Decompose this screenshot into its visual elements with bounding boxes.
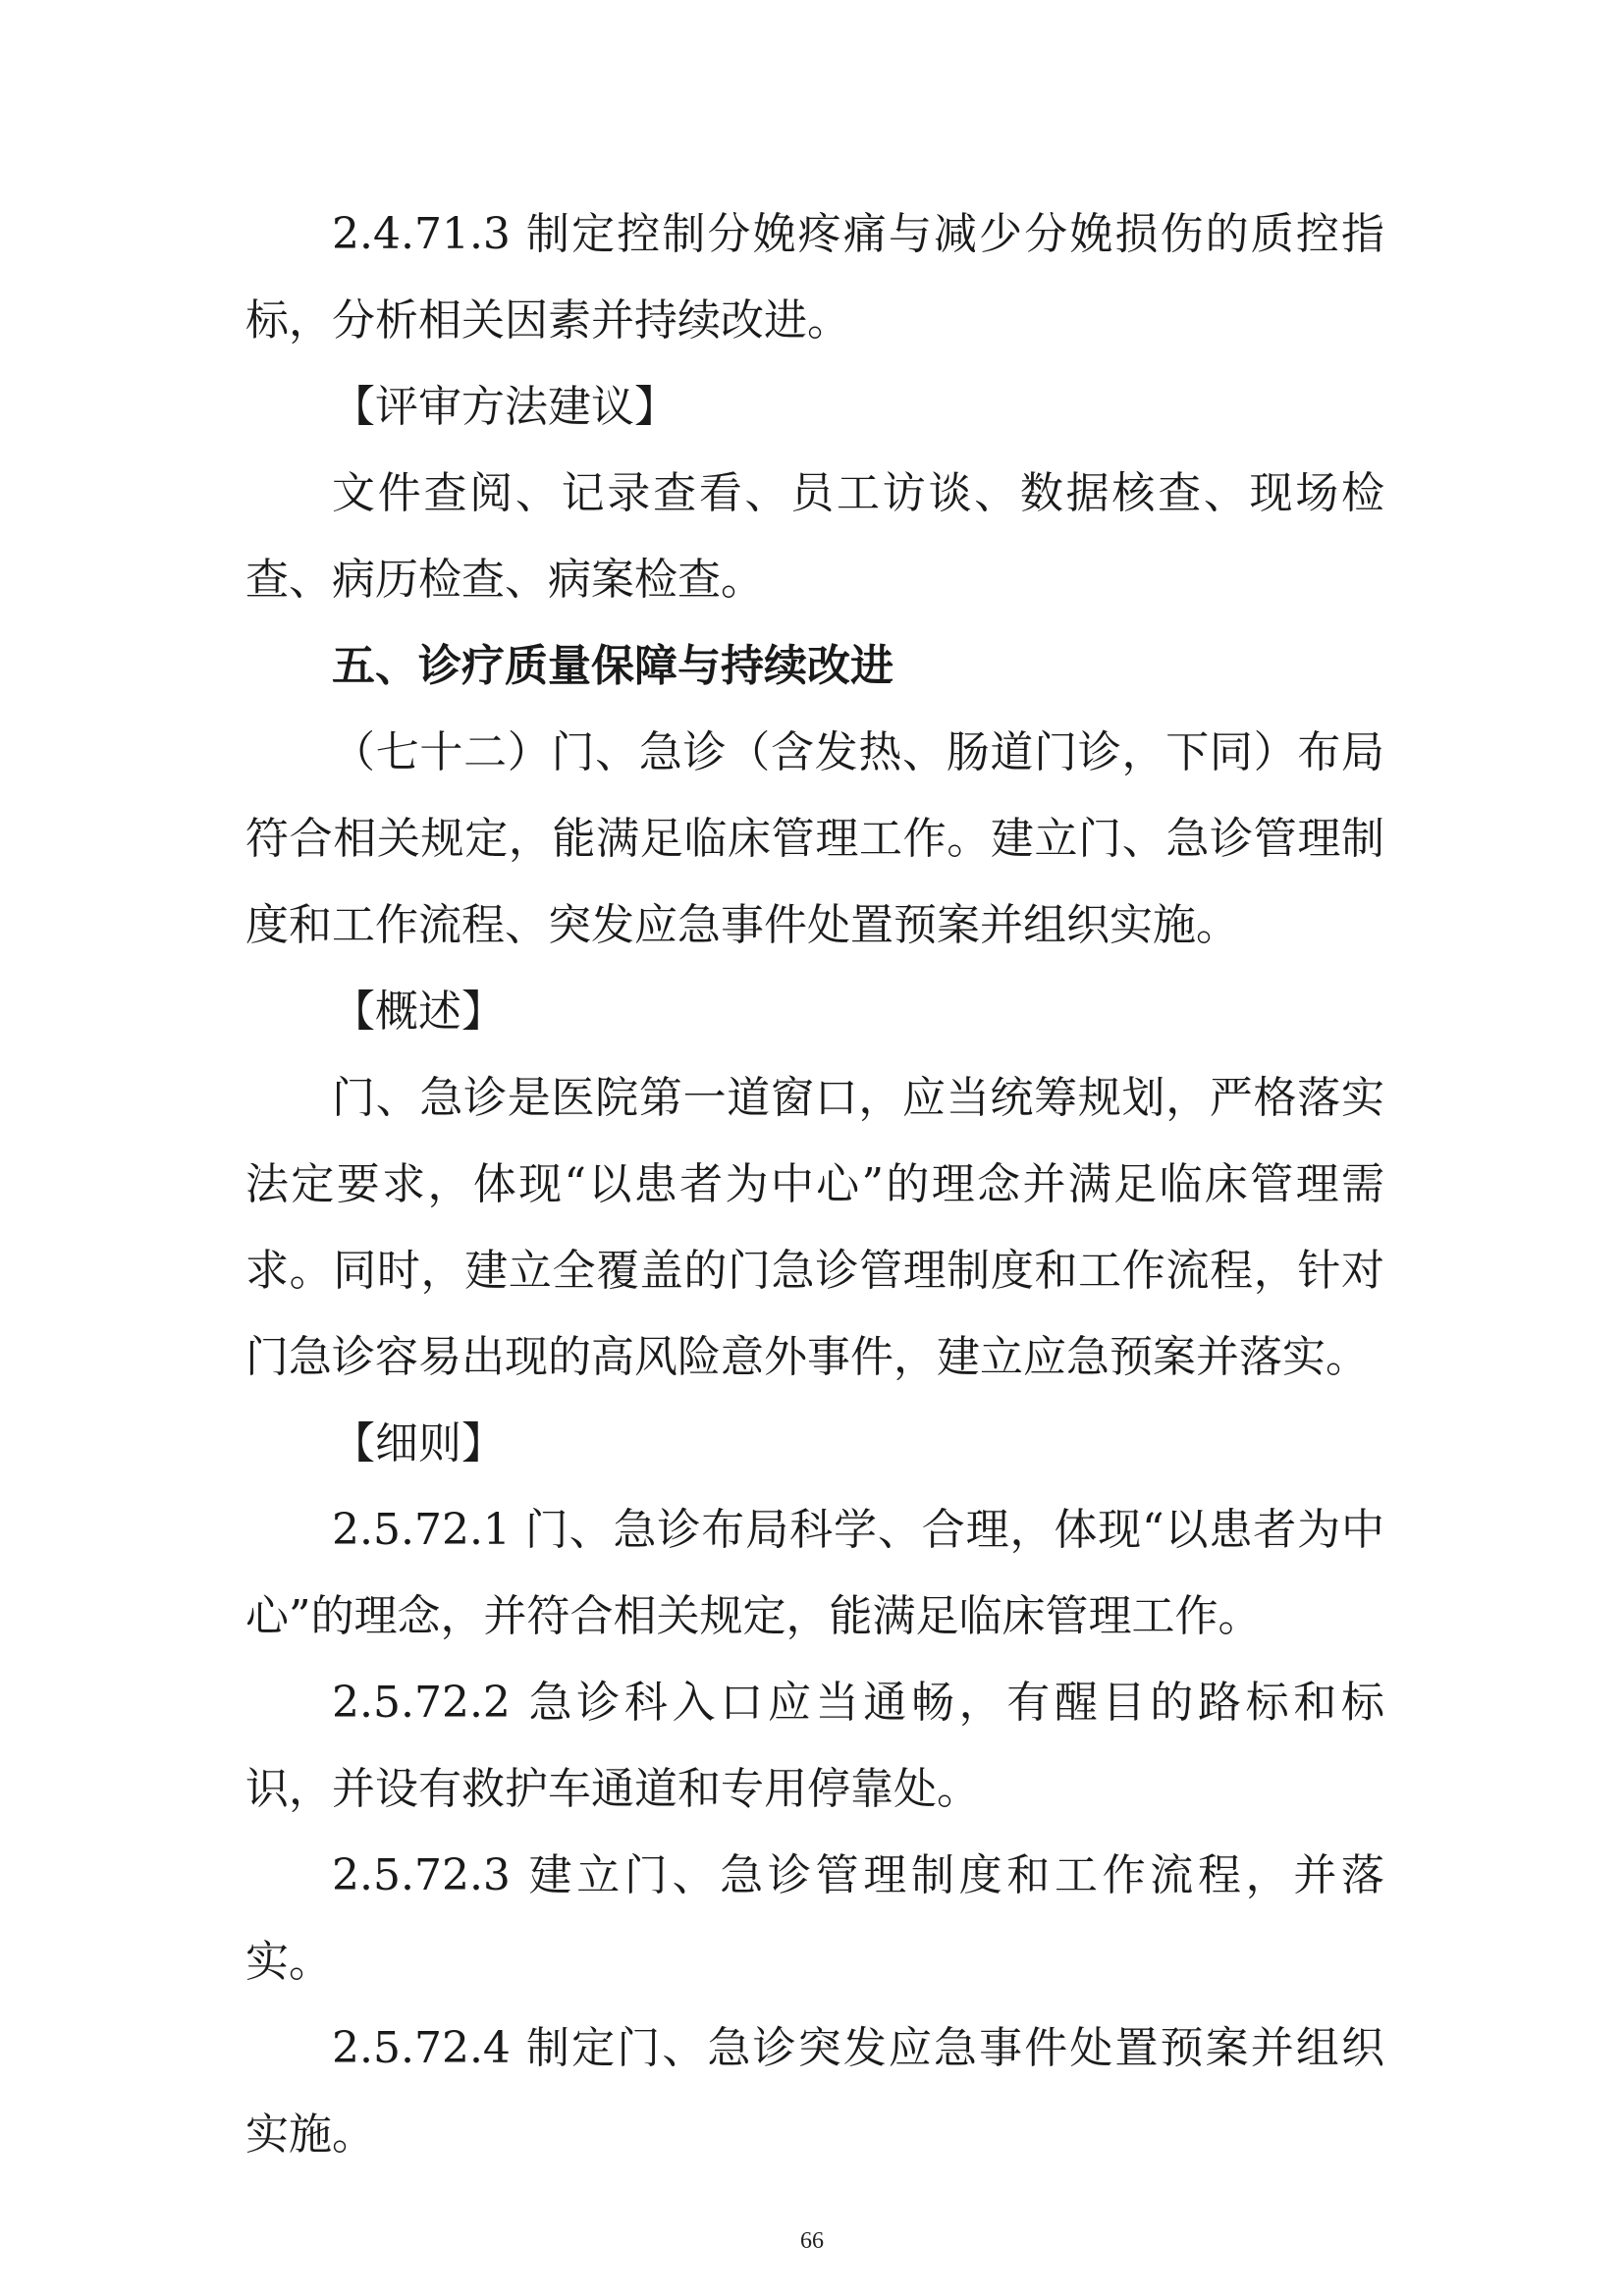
review-method-heading: 【评审方法建议】 <box>332 382 677 432</box>
overview-paragraph: 门、急诊是医院第一道窗口，应当统筹规划，严格落实法定要求，体现“以患者为中心”的理念并满足临床管理需求。同时，建立全覆盖的门急诊管理制度和工作流程，针对门急诊容易出现的高风险意外事件，建立应急预案并落实。 <box>245 1073 1384 1382</box>
section-heading: 五、诊疗质量保障与持续改进 <box>332 641 893 691</box>
review-method-paragraph: 文件查阅、记录查看、员工访谈、数据核查、现场检查、病历检查、病案检查。 <box>245 468 1384 605</box>
rule-2-5-72-3: 2.5.72.3 建立门、急诊管理制度和工作流程，并落实。 <box>245 1850 1384 1987</box>
rules-heading: 【细则】 <box>332 1418 505 1468</box>
rule-2-5-72-4: 2.5.72.4 制定门、急诊突发应急事件处置预案并组织实施。 <box>245 2023 1384 2160</box>
quality-indicator-paragraph: 2.4.71.3 制定控制分娩疼痛与减少分娩损伤的质控指标，分析相关因素并持续改进。 <box>245 209 1384 346</box>
rule-2-5-72-1: 2.5.72.1 门、急诊布局科学、合理，体现“以患者为中心”的理念，并符合相关规定，能满足临床管理工作。 <box>245 1505 1384 1641</box>
article-72-paragraph: （七十二）门、急诊（含发热、肠道门诊，下同）布局符合相关规定，能满足临床管理工作。建立门、急诊管理制度和工作流程、突发应急事件处置预案并组织实施。 <box>245 727 1384 950</box>
page-number: 66 <box>800 2228 824 2254</box>
rule-2-5-72-2: 2.5.72.2 急诊科入口应当通畅，有醒目的路标和标识，并设有救护车通道和专用停靠处。 <box>245 1678 1384 1814</box>
overview-heading: 【概述】 <box>332 987 505 1037</box>
document-body <box>245 191 1384 2178</box>
